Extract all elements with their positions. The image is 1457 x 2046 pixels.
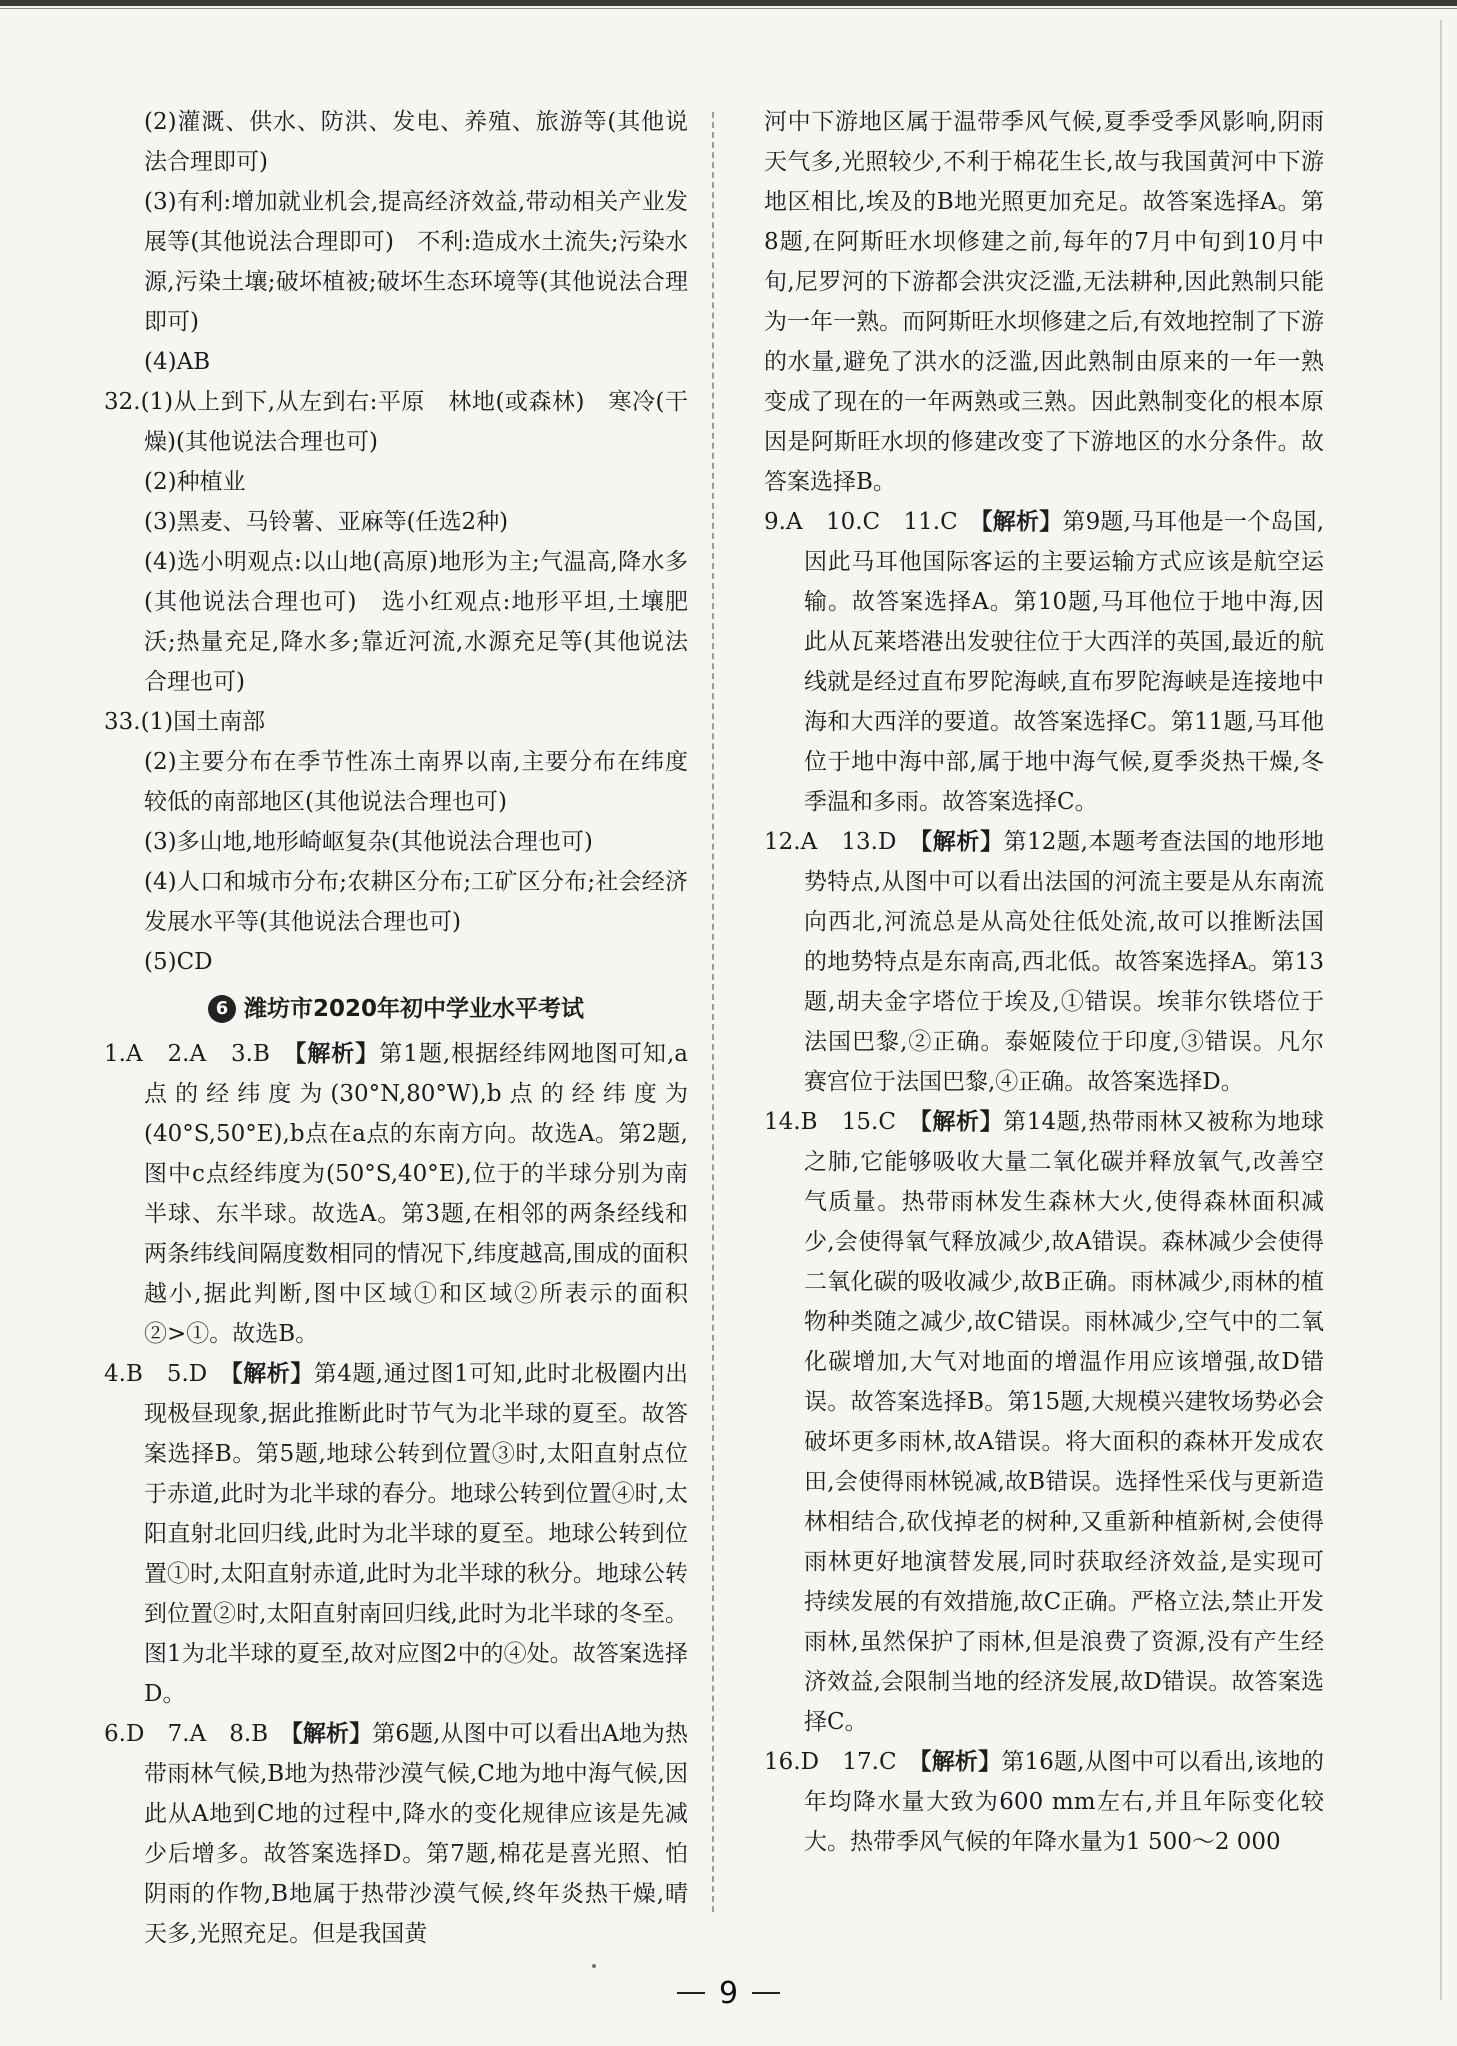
top-border xyxy=(0,0,1457,6)
answer-keys: 9.A 10.C 11.C xyxy=(764,509,982,535)
analysis-tag: 【解析】 xyxy=(920,828,1004,855)
answer-32-4: (4)选小明观点:以山地(高原)地形为主;气温高,降水多(其他说法合理也可) 选小红观点:地形平坦,土壤肥沃;热量充足,降水多;靠近河流,水源充足等(其他说法合理也可) xyxy=(144,549,688,695)
top-border-thin xyxy=(0,8,1457,9)
answer-31-2: (2)灌溉、供水、防洪、发电、养殖、旅游等(其他说法合理即可) xyxy=(144,109,688,175)
answer-33-4: (4)人口和城市分布;农耕区分布;工矿区分布;社会经济发展水平等(其他说法合理也可) xyxy=(144,869,688,935)
analysis-text: 第12题,本题考查法国的地形地势特点,从图中可以看出法国的河流主要是从东南流向西北,河流总是从高处往低处流,故可以推断法国的地势特点是东南高,西北低。故答案选择A。第13题,胡夫金字塔位于埃及,①错误。埃菲尔铁塔位于法国巴黎,②正确。泰姬陵位于印度,③错误。凡尔赛宫位于法国巴黎,④正确。故答案选择D。 xyxy=(804,829,1325,1095)
answer-14-15 xyxy=(764,1102,1324,1742)
analysis-tag: 【解析】 xyxy=(231,1360,314,1387)
analysis-tag: 【解析】 xyxy=(920,1108,1004,1135)
answer-1-3 xyxy=(104,1034,688,1354)
left-column xyxy=(104,102,688,1954)
answer-32-2: (2)种植业 xyxy=(144,469,246,495)
right-column xyxy=(764,102,1324,1862)
analysis-text: 第1题,根据经纬网地图可知,a点的经纬度为(30°N,80°W),b点的经纬度为(40°S,50°E),b点在a点的东南方向。故选A。第2题,图中c点经纬度为(50°S,40°E),位于的半球分别为南半球、东半球。故选A。第3题,在相邻的两条经线和两条纬线间隔度数相同的情况下,纬度越高,围成的面积越小,据此判断,图中区域①和区域②所表示的面积②>①。故选B。 xyxy=(144,1041,689,1347)
answer-33-2: (2)主要分布在季节性冻土南界以南,主要分布在纬度较低的南部地区(其他说法合理也可) xyxy=(144,749,688,815)
answer-33-5: (5)CD xyxy=(144,949,213,975)
page-edge xyxy=(1440,20,1442,2000)
answer-keys: 4.B 5.D xyxy=(104,1361,232,1387)
analysis-tag: 【解析】 xyxy=(981,508,1063,535)
page-dot xyxy=(592,1964,596,1968)
analysis-tag: 【解析】 xyxy=(291,1720,373,1747)
analysis-tag: 【解析】 xyxy=(294,1040,380,1067)
section-title: 潍坊市2020年初中学业水平考试 xyxy=(243,996,584,1022)
answer-16-17 xyxy=(764,1742,1324,1862)
answer-33-1: 33.(1)国土南部 xyxy=(104,709,266,735)
page-number xyxy=(0,1976,1457,2011)
answer-keys: 1.A 2.A 3.B xyxy=(104,1041,295,1067)
analysis-text: 第9题,马耳他是一个岛国,因此马耳他国际客运的主要运输方式应该是航空运输。故答案选择A。第10题,马耳他位于地中海,因此从瓦莱塔港出发驶往位于大西洋的英国,最近的航线就是经过直布罗陀海峡,直布罗陀海峡是连接地中海和大西洋的要道。故答案选择C。第11题,马耳他位于地中海中部,属于地中海气候,夏季炎热干燥,冬季温和多雨。故答案选择C。 xyxy=(804,509,1325,815)
analysis-text: 第4题,通过图1可知,此时北极圈内出现极昼现象,据此推断此时节气为北半球的夏至。故答案选择B。第5题,地球公转到位置③时,太阳直射点位于赤道,此时为北半球的春分。地球公转到位置④时,太阳直射北回归线,此时为北半球的夏至。地球公转到位置①时,太阳直射赤道,此时为北半球的秋分。地球公转到位置②时,太阳直射南回归线,此时为北半球的冬至。图1为北半球的夏至,故对应图2中的④处。故答案选择D。 xyxy=(144,1361,689,1707)
answer-9-11 xyxy=(764,502,1324,822)
analysis-text: 第16题,从图中可以看出,该地的年均降水量大致为600 mm左右,并且年际变化较大。热带季风气候的年降水量为1 500～2 000 xyxy=(804,1749,1325,1855)
page-number-value: 9 xyxy=(718,1976,739,2011)
analysis-text: 第6题,从图中可以看出A地为热带雨林气候,B地为热带沙漠气候,C地为地中海气候,因此从A地到C地的过程中,降水的变化规律应该是先减少后增多。故答案选择D。第7题,棉花是喜光照、怕阴雨的作物,B地属于热带沙漠气候,终年炎热干燥,晴天多,光照充足。但是我国黄 xyxy=(144,1721,688,1947)
page-number-dash xyxy=(752,1992,780,1994)
answer-keys: 12.A 13.D xyxy=(764,829,921,855)
answer-32-3: (3)黑麦、马铃薯、亚麻等(任选2种) xyxy=(144,509,509,535)
answer-33-3: (3)多山地,地形崎岖复杂(其他说法合理也可) xyxy=(144,829,593,855)
column-divider xyxy=(712,112,714,1912)
answer-6-8-continued: 河中下游地区属于温带季风气候,夏季受季风影响,阴雨天气多,光照较少,不利于棉花生长,故与我国黄河中下游地区相比,埃及的B地光照更加充足。故答案选择A。第8题,在阿斯旺水坝修建之前,每年的7月中旬到10月中旬,尼罗河的下游都会洪灾泛滥,无法耕种,因此熟制只能为一年一熟。而阿斯旺水坝修建之后,有效地控制了下游的水量,避免了洪水的泛滥,因此熟制由原来的一年一熟变成了现在的一年两熟或三熟。因此熟制变化的根本原因是阿斯旺水坝的修建改变了下游地区的水分条件。故答案选择B。 xyxy=(764,109,1324,495)
section-heading xyxy=(104,988,688,1030)
section-number-badge: 6 xyxy=(208,995,236,1023)
answer-4-5 xyxy=(104,1354,688,1714)
answer-31-4: (4)AB xyxy=(144,349,211,375)
answer-12-13 xyxy=(764,822,1324,1102)
answer-keys: 16.D 17.C xyxy=(764,1749,920,1775)
answer-31-3: (3)有利:增加就业机会,提高经济效益,带动相关产业发展等(其他说法合理即可) 不利:造成水土流失;污染水源,污染土壤;破坏植被;破坏生态环境等(其他说法合理即可) xyxy=(144,189,688,335)
answer-32-1: 32.(1)从上到下,从左到右:平原 林地(或森林) 寒冷(干燥)(其他说法合理也可) xyxy=(104,389,688,455)
answer-keys: 6.D 7.A 8.B xyxy=(104,1721,292,1747)
page-number-dash xyxy=(677,1992,705,1994)
analysis-text: 第14题,热带雨林又被称为地球之肺,它能够吸收大量二氧化碳并释放氧气,改善空气质量。热带雨林发生森林大火,使得森林面积减少,会使得氧气释放减少,故A错误。森林减少会使得二氧化碳的吸收减少,故B正确。雨林减少,雨林的植物种类随之减少,故C错误。雨林减少,空气中的二氧化碳增加,大气对地面的增温作用应该增强,故D错误。故答案选择B。第15题,大规模兴建牧场势必会破坏更多雨林,故A错误。将大面积的森林开发成农田,会使得雨林锐减,故B错误。选择性采伐与更新造林相结合,砍伐掉老的树种,又重新种植新树,会使得雨林更好地演替发展,同时获取经济效益,是实现可持续发展的有效措施,故C正确。严格立法,禁止开发雨林,虽然保护了雨林,但是浪费了资源,没有产生经济效益,会限制当地的经济发展,故D错误。故答案选择C。 xyxy=(804,1109,1325,1735)
analysis-tag: 【解析】 xyxy=(920,1748,1002,1775)
answer-6-8 xyxy=(104,1714,688,1954)
answer-keys: 14.B 15.C xyxy=(764,1109,921,1135)
